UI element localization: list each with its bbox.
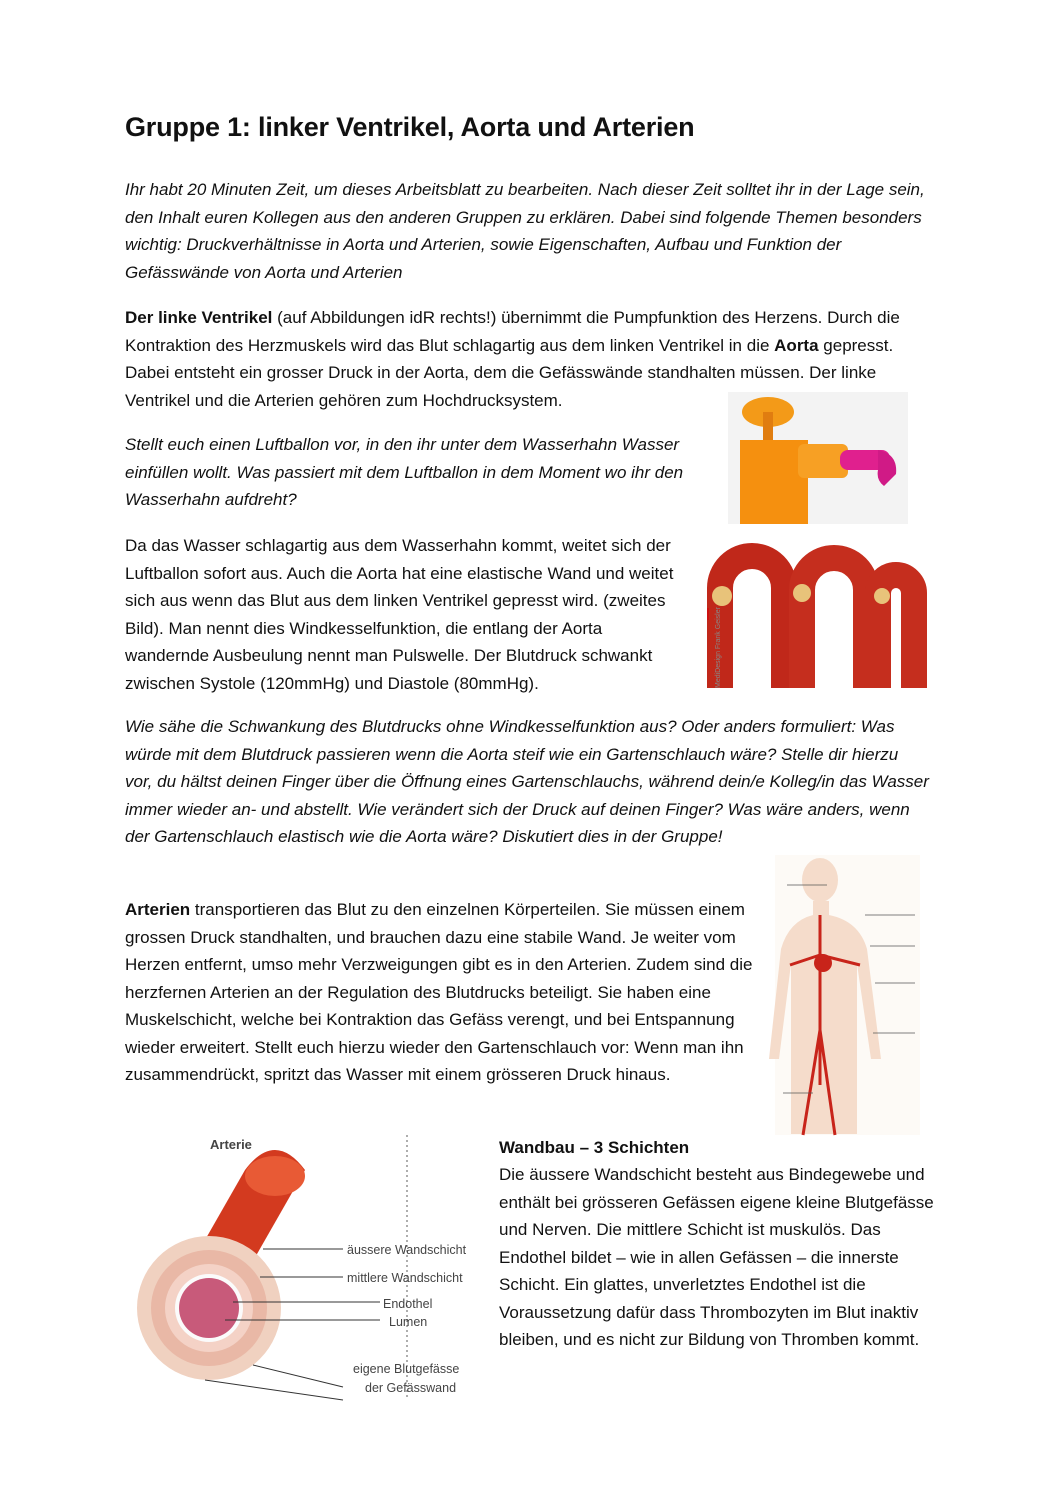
label-gefaesswand: der Gefässwand — [365, 1381, 457, 1395]
balloon-question: Stellt euch einen Luftballon vor, in den ihr unter dem Wasserhahn Wasser einfüllen wollt. Was passiert mit dem Luftballon in dem Moment wo ihr den Wasserhahn aufdreht? — [125, 435, 684, 509]
image-credit: MediDesign Frank Geisler — [715, 607, 722, 688]
label-lumen: Lumen — [389, 1315, 428, 1329]
intro-paragraph: Ihr habt 20 Minuten Zeit, um dieses Arbeitsblatt zu bearbeiten. Nach dieser Zeit solltet ihr in der Lage sein, den Inhalt euren Kollegen aus den anderen Gruppen zu erklären. Dabei sind folgende Themen besonders wichtig: Druckverhältnisse in Aorta und Arterien, sowie Eigenschaften, Aufbau und Funktion der Gefässwände von Aorta und Arterien — [125, 180, 925, 282]
label-outer: äussere Wandschicht — [347, 1243, 467, 1257]
arterien-paragraph — [125, 896, 765, 1089]
aorta-1 — [712, 556, 784, 688]
wandbau-heading: Wandbau – 3 Schichten — [499, 1138, 690, 1157]
arterien-text: transportieren das Blut zu den einzelnen Körperteilen. Sie müssen einem grossen Druck standhalten, und brauchen dazu eine stabile Wand. Je weiter vom Herzen entfernt, umso mehr Verzweigungen gibt es in den Arterien. Zudem sind die herzfernen Arterien an der Regulation des Blutdrucks beteiligt. Sie haben eine Muskelschicht, welche bei Kontraktion das Gefäss verengt, und bei Entspannung wieder erweitert. Stellt euch hierzu wieder den Gartenschlauch vor: Wenn man ihn zusammendrückt, spritzt das Wasser mit einem grösseren Druck hinaus. — [125, 900, 753, 1084]
spray-bottle-image — [728, 392, 908, 524]
label-blutgefaesse: eigene Blutgefässe — [353, 1362, 460, 1376]
aorta-3 — [874, 575, 914, 688]
body-arteries-image — [775, 855, 920, 1135]
hose-question: Wie sähe die Schwankung des Blutdrucks ohne Windkesselfunktion aus? Oder anders formuliert: Was würde mit dem Blutdruck passieren wenn die Aorta steif wie ein Gartenschlauch wäre? Stelle dir hierzu vor, du hältst deinen Finger über die Öffnung eines Gartenschlauchs, während dein/e Kolleg/in das Wasser immer wieder an- und abstellt. Wie verändert sich der Druck auf deinen Finger? Was wäre anders, wenn der Gartenschlauch elastisch wie die Aorta wäre? Diskutiert dies in der Gruppe! — [125, 717, 929, 846]
artery-diagram — [125, 1130, 490, 1412]
aorta-2 — [793, 558, 866, 688]
ventrikel-text-2: gepresst. Dabei entsteht ein grosser Druck in der Aorta, dem die Gefässwände standhalten müssen. Der linke Ventrikel und die Arterien gehören zum Hochdrucksystem. — [125, 335, 894, 410]
diagram-title: Arterie — [210, 1137, 252, 1152]
aorta-windkessel-image — [700, 538, 920, 688]
label-middle: mittlere Wandschicht — [347, 1271, 463, 1285]
ventrikel-bold: Der linke Ventrikel — [125, 308, 273, 327]
aorta-bold: Aorta — [774, 335, 819, 355]
arterien-bold: Arterien — [125, 900, 191, 919]
windkessel-paragraph: Da das Wasser schlagartig aus dem Wasserhahn kommt, weitet sich der Luftballon sofort aus. Auch die Aorta hat eine elastische Wand und weitet sich aus wenn das Blut aus dem linken Ventrikel gepresst wird. (zweites Bild). Man nennt dies Windkesselfunktion, die entlang der Aorta wandernde Ausbeulung nennt man Pulswelle. Der Blutdruck schwankt zwischen Systole (120mmHg) und Diastole (80mmHg). — [125, 536, 674, 693]
wandbau-paragraph: Die äussere Wandschicht besteht aus Bindegewebe und enthält bei grösseren Gefässen eigene kleine Blutgefässe und Nerven. Die mittlere Schicht ist muskulös. Das Endothel bildet – wie in allen Gefässen – die innerste Schicht. Ein glattes, unverletztes Endothel ist die Voraussetzung dafür dass Thrombozyten im Blut inaktiv bleiben, und es nicht zur Bildung von Thromben kommt. — [499, 1165, 934, 1349]
label-endothel: Endothel — [383, 1297, 433, 1311]
ventrikel-text-1: (auf Abbildungen idR rechts!) übernimmt die Pumpfunktion des Herzens. Durch die Kontraktion des Herzmuskels wird das Blut schlagartig aus dem linken Ventrikel in die — [125, 308, 900, 355]
page-title: Gruppe 1: linker Ventrikel, Aorta und Arterien — [125, 112, 695, 142]
